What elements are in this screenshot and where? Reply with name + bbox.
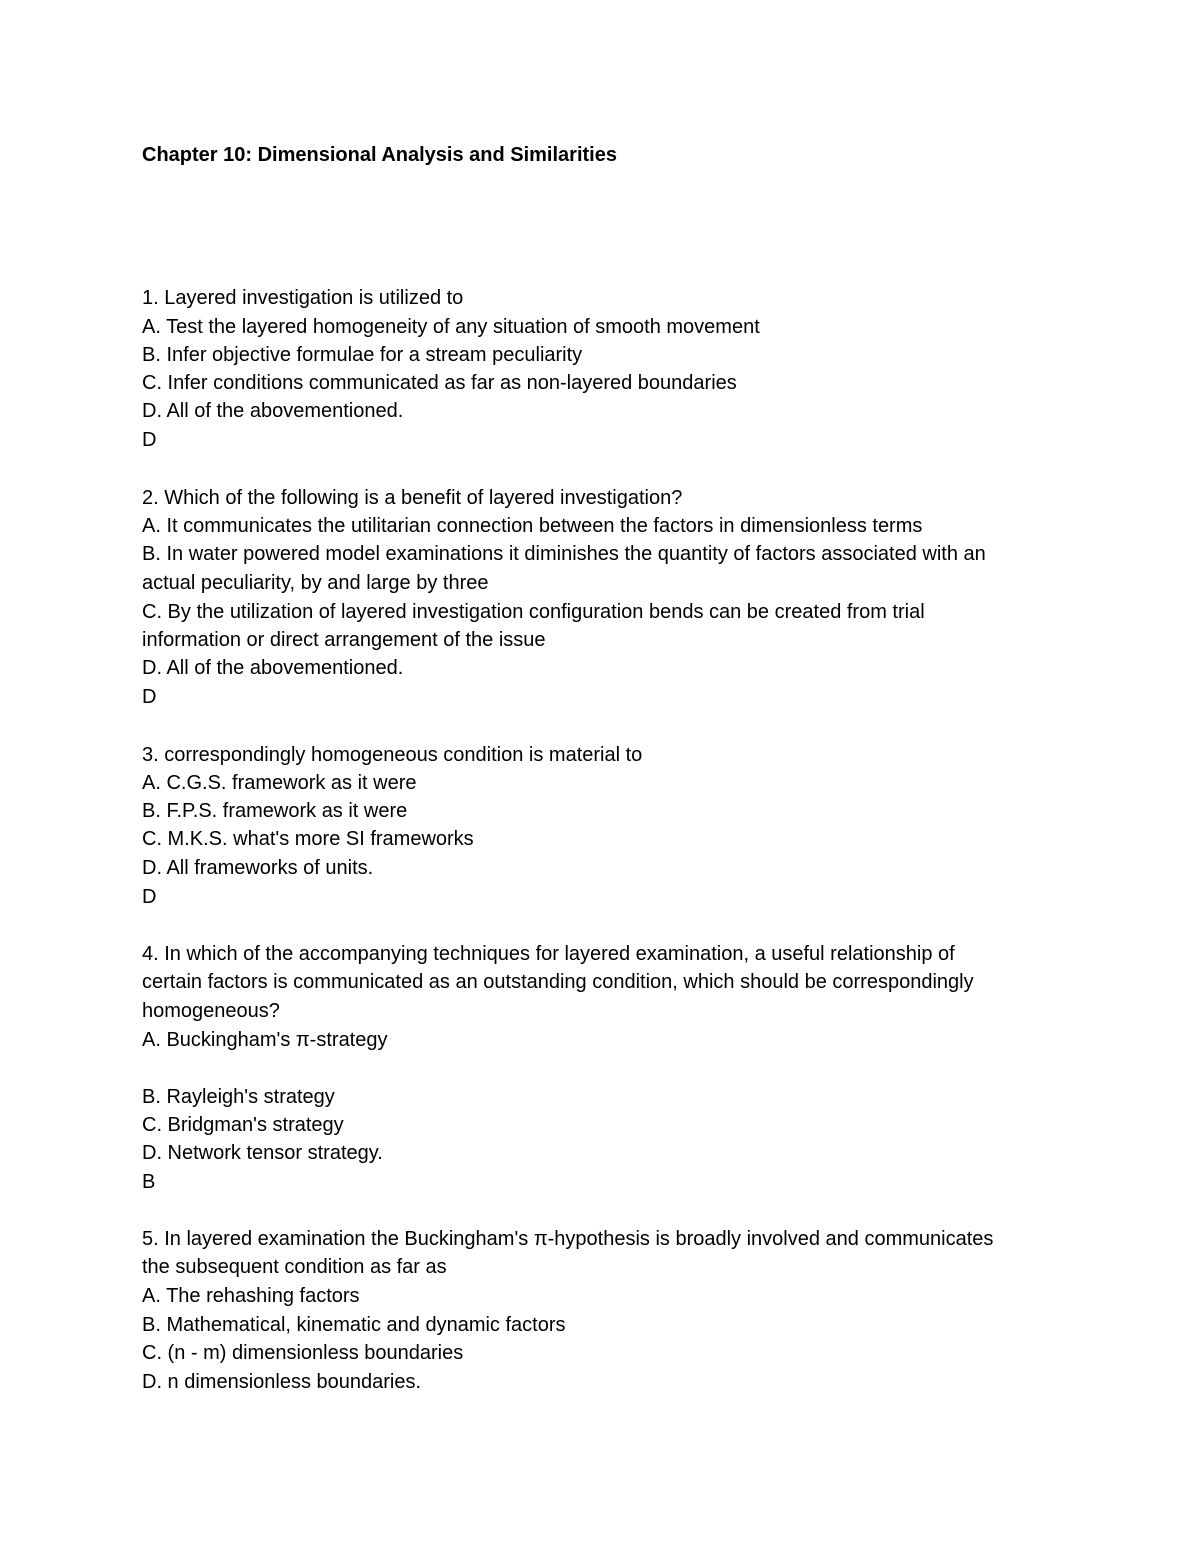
question-2-option-b-cont: actual peculiarity, by and large by three — [142, 572, 489, 594]
question-4-option-d: D. Network tensor strategy. — [142, 1142, 383, 1164]
question-3-answer: D — [142, 886, 157, 908]
question-4-stem-cont-2: homogeneous? — [142, 1000, 280, 1022]
question-3-stem: 3. correspondingly homogeneous condition is material to — [142, 744, 643, 766]
question-2-stem: 2. Which of the following is a benefit of layered investigation? — [142, 487, 683, 509]
question-5-stem: 5. In layered examination the Buckingham's π-hypothesis is broadly involved and communicates — [142, 1228, 994, 1250]
question-2-option-d: D. All of the abovementioned. — [142, 657, 404, 679]
question-2-option-b: B. In water powered model examinations it diminishes the quantity of factors associated with an — [142, 543, 986, 565]
question-4-option-c: C. Bridgman's strategy — [142, 1114, 344, 1136]
question-4-answer: B — [142, 1171, 156, 1193]
question-4-stem: 4. In which of the accompanying techniques for layered examination, a useful relationship of — [142, 943, 955, 965]
question-1-answer: D — [142, 429, 157, 451]
question-2-option-c-cont: information or direct arrangement of the issue — [142, 629, 546, 651]
chapter-title: Chapter 10: Dimensional Analysis and Similarities — [142, 144, 617, 166]
question-2-answer: D — [142, 686, 157, 708]
question-5-option-b: B. Mathematical, kinematic and dynamic factors — [142, 1314, 566, 1336]
question-1-option-b: B. Infer objective formulae for a stream peculiarity — [142, 344, 583, 366]
question-5-stem-cont: the subsequent condition as far as — [142, 1256, 447, 1278]
question-5-option-a: A. The rehashing factors — [142, 1285, 360, 1307]
question-4-stem-cont-1: certain factors is communicated as an outstanding condition, which should be correspondingly — [142, 971, 974, 993]
question-4-option-a: A. Buckingham's π-strategy — [142, 1029, 388, 1051]
question-1-option-c: C. Infer conditions communicated as far as non-layered boundaries — [142, 372, 737, 394]
question-1-option-d: D. All of the abovementioned. — [142, 400, 404, 422]
question-5-option-d: D. n dimensionless boundaries. — [142, 1371, 422, 1393]
question-3-option-d: D. All frameworks of units. — [142, 857, 374, 879]
question-3-option-b: B. F.P.S. framework as it were — [142, 800, 408, 822]
question-4-option-b: B. Rayleigh's strategy — [142, 1086, 335, 1108]
question-1-stem: 1. Layered investigation is utilized to — [142, 287, 464, 309]
question-3-option-c: C. M.K.S. what's more SI frameworks — [142, 828, 474, 850]
question-2-option-a: A. It communicates the utilitarian connection between the factors in dimensionless terms — [142, 515, 923, 537]
question-5-option-c: C. (n - m) dimensionless boundaries — [142, 1342, 464, 1364]
question-2-option-c: C. By the utilization of layered investigation configuration bends can be created from trial — [142, 601, 925, 623]
question-3-option-a: A. C.G.S. framework as it were — [142, 772, 417, 794]
question-1-option-a: A. Test the layered homogeneity of any situation of smooth movement — [142, 316, 760, 338]
